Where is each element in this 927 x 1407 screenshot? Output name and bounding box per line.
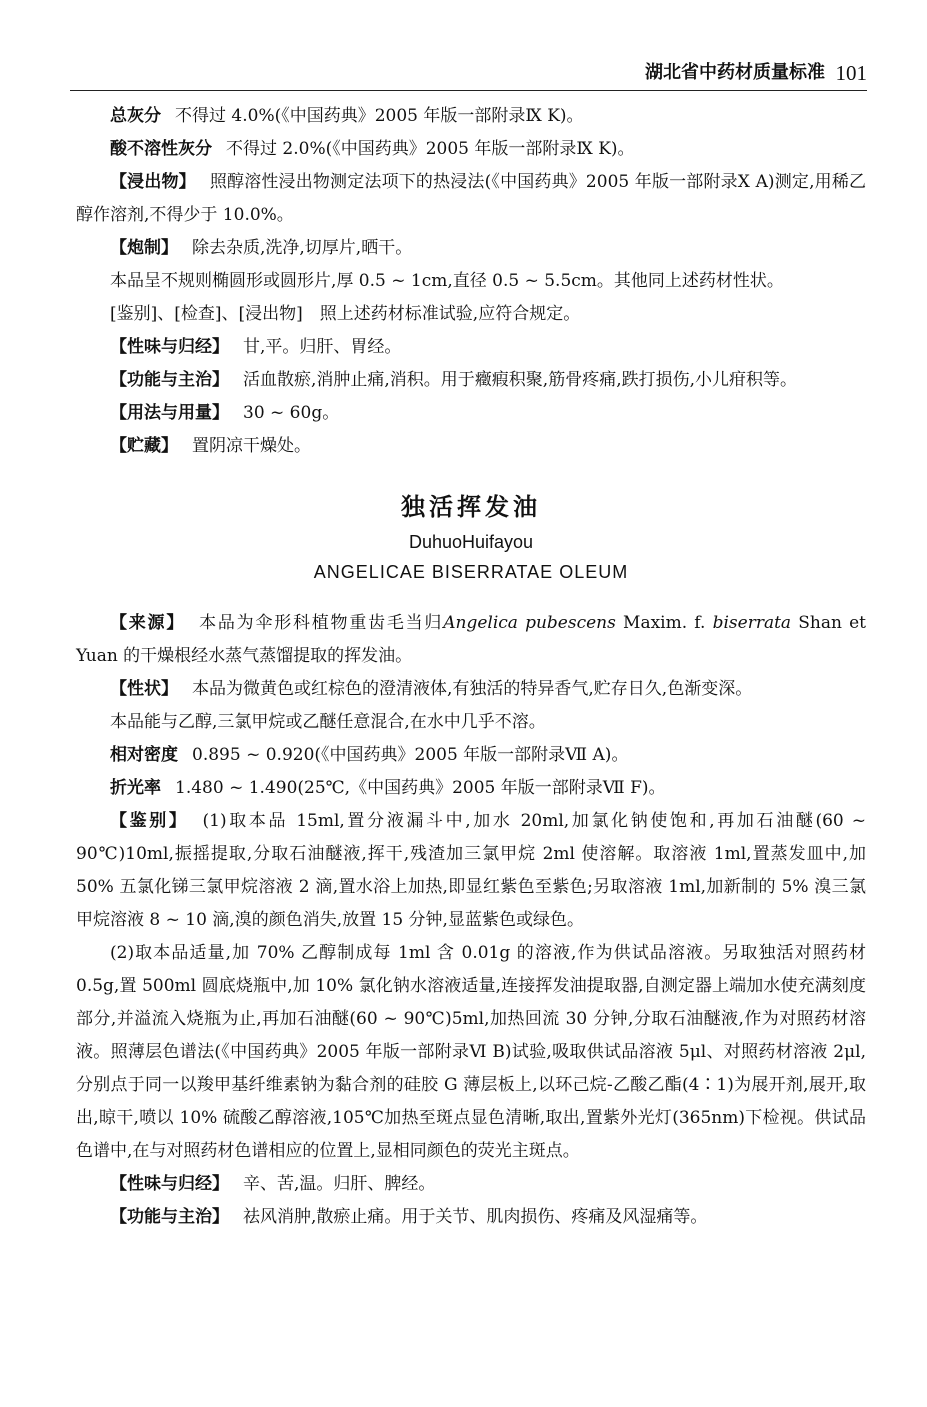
source-text-c: Shan et Yuan 的干燥根经水蒸气蒸馏提取的挥发油。 bbox=[76, 613, 866, 666]
processing-paragraph bbox=[76, 232, 866, 265]
refraction-paragraph bbox=[76, 772, 866, 805]
storage-paragraph bbox=[76, 430, 866, 463]
oil-nature-term: 【性味与归经】 bbox=[110, 1174, 229, 1194]
title-latin: ANGELICAE BISERRATAE OLEUM bbox=[313, 562, 629, 582]
acid-ash-text: 不得过 2.0%(《中国药典》2005 年版一部附录Ⅸ K)。 bbox=[226, 139, 635, 159]
identification-paragraph-1 bbox=[76, 805, 866, 937]
title-chinese: 独活挥发油 bbox=[401, 493, 541, 521]
acid-ash-term: 酸不溶性灰分 bbox=[110, 139, 212, 159]
solubility-paragraph: 本品能与乙醇,三氯甲烷或乙醚任意混合,在水中几乎不溶。 bbox=[110, 712, 546, 732]
title-pinyin: DuhuoHuifayou bbox=[408, 532, 534, 552]
identification-text-1: (1)取本品 15ml,置分液漏斗中,加水 20ml,加氯化钠使饱和,再加石油醚(60 ~ 90℃)10ml,振摇提取,分取石油醚液,挥干,残渣加三氯甲烷 2ml 使溶解。取溶液 1ml,置蒸发皿中,加 50% 五氯化锑三氯甲烷溶液 2 滴,置水浴上加热,即显红紫色至紫色;另取溶液 1ml,加新制的 5% 溴三氯甲烷溶液 8 ~ 10 滴,溴的颜色消失,放置 15 分钟,显蓝紫色或绿色。 bbox=[76, 811, 867, 930]
oil-nature-text: 辛、苦,温。归肝、脾经。 bbox=[243, 1174, 436, 1194]
character-paragraph bbox=[76, 673, 866, 706]
source-text-a: 本品为伞形科植物重齿毛当归 bbox=[199, 613, 444, 633]
nature-term: 【性味与归经】 bbox=[110, 337, 229, 357]
slice-description: 本品呈不规则椭圆形或圆形片,厚 0.5 ~ 1cm,直径 0.5 ~ 5.5cm。其他同上述药材性状。 bbox=[110, 271, 784, 291]
dosage-term: 【用法与用量】 bbox=[110, 403, 229, 423]
processing-text: 除去杂质,洗净,切厚片,晒干。 bbox=[192, 238, 413, 258]
identification-term: 【鉴别】 bbox=[110, 811, 189, 831]
character-term: 【性状】 bbox=[110, 679, 178, 699]
oil-function-term: 【功能与主治】 bbox=[110, 1207, 229, 1227]
nature-paragraph bbox=[76, 331, 866, 364]
dosage-paragraph bbox=[76, 397, 866, 430]
dosage-text: 30 ~ 60g。 bbox=[243, 403, 340, 423]
acid-ash-paragraph bbox=[76, 133, 866, 166]
processing-term: 【炮制】 bbox=[110, 238, 178, 258]
character-text: 本品为微黄色或红棕色的澄清液体,有独活的特异香气,贮存日久,色渐变深。 bbox=[192, 679, 753, 699]
identification-paragraph-2: (2)取本品适量,加 70% 乙醇制成每 1ml 含 0.01g 的溶液,作为供试品溶液。另取独活对照药材 0.5g,置 500ml 圆底烧瓶中,加 10% 氯化钠水溶液适量,连接挥发油提取器,自测定器上端加水使充满刻度部分,并溢流入烧瓶为止,再加石油醚(60 ~ 90℃)5ml,加热回流 30 分钟,分取石油醚液,作为对照药材溶液。照薄层色谱法(《中国药典》2005 年版一部附录Ⅵ B)试验,吸取供试品溶液 5μl、对照药材溶液 2μl,分别点于同一以羧甲基纤维素钠为黏合剂的硅胶 G 薄层板上,以环己烷-乙酸乙酯(4∶1)为展开剂,展开,取出,晾干,喷以 10% 硫酸乙醇溶液,105℃加热至斑点显色清晰,取出,置紫外光灯(365nm)下检视。供试品色谱中,在与对照药材色谱相应的位置上,显相同颜色的荧光主斑点。 bbox=[76, 943, 866, 1161]
oil-nature-paragraph bbox=[76, 1168, 866, 1201]
refraction-text: 1.480 ~ 1.490(25℃,《中国药典》2005 年版一部附录Ⅶ F)。 bbox=[175, 778, 666, 798]
density-paragraph bbox=[76, 739, 866, 772]
extract-paragraph bbox=[76, 166, 866, 232]
oil-function-text: 祛风消肿,散瘀止痛。用于关节、肌肉损伤、疼痛及风湿痛等。 bbox=[243, 1207, 708, 1227]
extract-text: 照醇溶性浸出物测定法项下的热浸法(《中国药典》2005 年版一部附录Ⅹ A)测定,用稀乙醇作溶剂,不得少于 10.0%。 bbox=[76, 172, 866, 225]
page-number: 101 bbox=[835, 61, 867, 85]
function-paragraph bbox=[76, 364, 866, 397]
tests-reference: [鉴别]、[检查]、[浸出物] 照上述药材标准试验,应符合规定。 bbox=[110, 304, 581, 324]
function-term: 【功能与主治】 bbox=[110, 370, 229, 390]
header-title: 湖北省中药材质量标准 bbox=[645, 62, 825, 83]
source-latin-species: Angelica pubescens bbox=[443, 613, 616, 633]
refraction-term: 折光率 bbox=[110, 778, 161, 798]
source-latin-form: biserrata bbox=[712, 613, 792, 633]
source-term: 【来源】 bbox=[110, 613, 186, 633]
page-header bbox=[70, 50, 867, 91]
extract-term: 【浸出物】 bbox=[110, 172, 196, 192]
page-content bbox=[76, 100, 866, 1234]
total-ash-term: 总灰分 bbox=[110, 106, 161, 126]
monograph-title bbox=[76, 487, 866, 587]
total-ash-text: 不得过 4.0%(《中国药典》2005 年版一部附录Ⅸ K)。 bbox=[175, 106, 584, 126]
total-ash-paragraph bbox=[76, 100, 866, 133]
source-paragraph bbox=[76, 607, 866, 673]
storage-text: 置阴凉干燥处。 bbox=[192, 436, 311, 456]
function-text: 活血散瘀,消肿止痛,消积。用于癥瘕积聚,筋骨疼痛,跌打损伤,小儿疳积等。 bbox=[243, 370, 798, 390]
nature-text: 甘,平。归肝、胃经。 bbox=[243, 337, 402, 357]
storage-term: 【贮藏】 bbox=[110, 436, 178, 456]
density-term: 相对密度 bbox=[110, 745, 178, 765]
density-text: 0.895 ~ 0.920(《中国药典》2005 年版一部附录Ⅶ A)。 bbox=[192, 745, 629, 765]
oil-function-paragraph bbox=[76, 1201, 866, 1234]
source-text-b: Maxim. f. bbox=[615, 613, 713, 633]
